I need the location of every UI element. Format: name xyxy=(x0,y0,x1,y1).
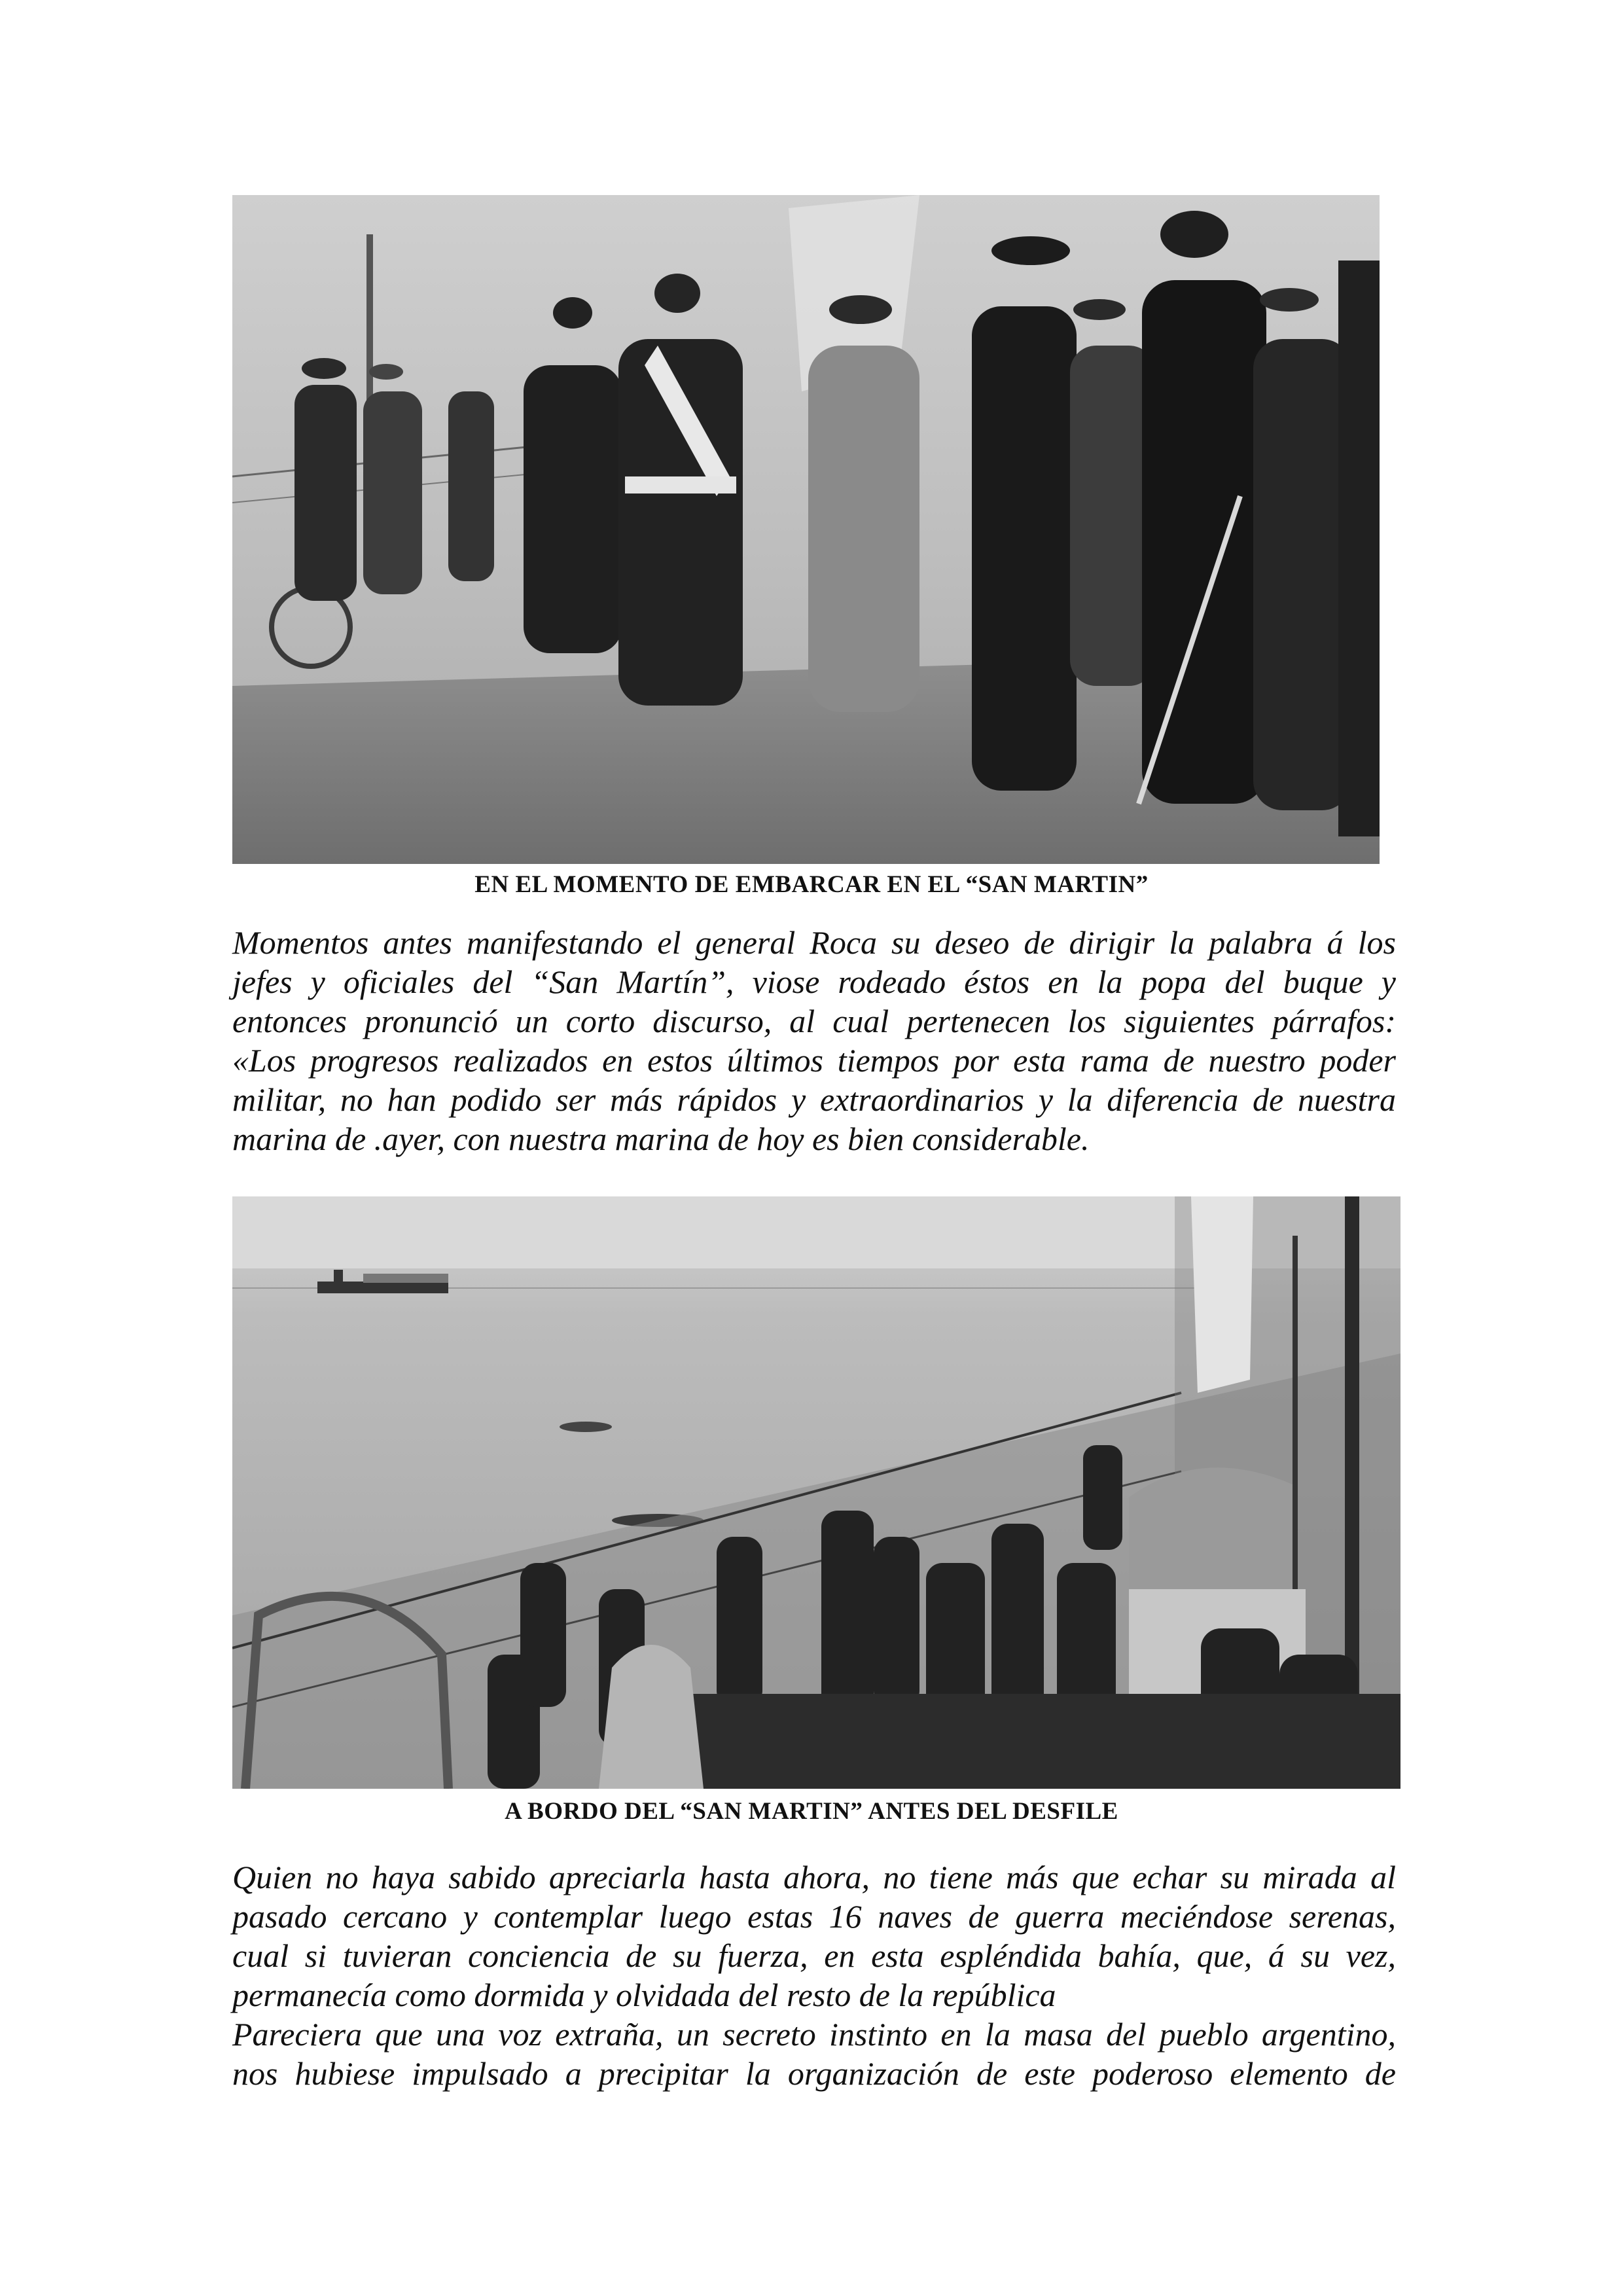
photo-embarkation-image xyxy=(232,195,1380,864)
photo-aboard-ship-image xyxy=(232,1196,1400,1789)
text-line: entonces pronunció un corto discurso, al cual pertenecen los siguientes párrafos: xyxy=(232,1003,1396,1039)
text-line: pasado cercano y contemplar luego estas 16 naves de guerra meciéndose serenas, xyxy=(232,1898,1396,1935)
text-line: permanecía como dormida y olvidada del resto de la república xyxy=(232,1977,1056,2013)
photo-aboard-ship-caption: A BORDO DEL “SAN MARTIN” ANTES DEL DESFILE xyxy=(505,1798,1118,1825)
text-line: «Los progresos realizados en estos últimos tiempos por esta rama de nuestro poder xyxy=(232,1042,1396,1079)
paragraph-voz-extrana xyxy=(232,2015,1396,2093)
text-line: nos hubiese impulsado a precipitar la organización de este poderoso elemento de xyxy=(232,2055,1396,2092)
text-line: marina de .ayer, con nuestra marina de hoy es bien considerable. xyxy=(232,1121,1090,1157)
paragraph-bahia xyxy=(232,1857,1396,2015)
text-line: cual si tuvieran conciencia de su fuerza, en esta espléndida bahía, que, á su vez, xyxy=(232,1937,1396,1974)
text-line: Pareciera que una voz extraña, un secreto instinto en la masa del pueblo argentino, xyxy=(232,2016,1396,2053)
photo-embarkation-caption: EN EL MOMENTO DE EMBARCAR EN EL “SAN MARTIN” xyxy=(474,871,1149,898)
text-line: Quien no haya sabido apreciarla hasta ahora, no tiene más que echar su mirada al xyxy=(232,1859,1396,1895)
text-line: militar, no han podido ser más rápidos y extraordinarios y la diferencia de nuestra xyxy=(232,1081,1396,1118)
photo-embarkation xyxy=(232,195,1380,864)
text-line: jefes y oficiales del “San Martín”, viose rodeado éstos en la popa del buque y xyxy=(232,963,1396,1000)
text-line: Momentos antes manifestando el general Roca su deseo de dirigir la palabra á los xyxy=(232,924,1396,961)
paragraph-roca-speech xyxy=(232,923,1396,1158)
photo-aboard-ship xyxy=(232,1196,1400,1789)
